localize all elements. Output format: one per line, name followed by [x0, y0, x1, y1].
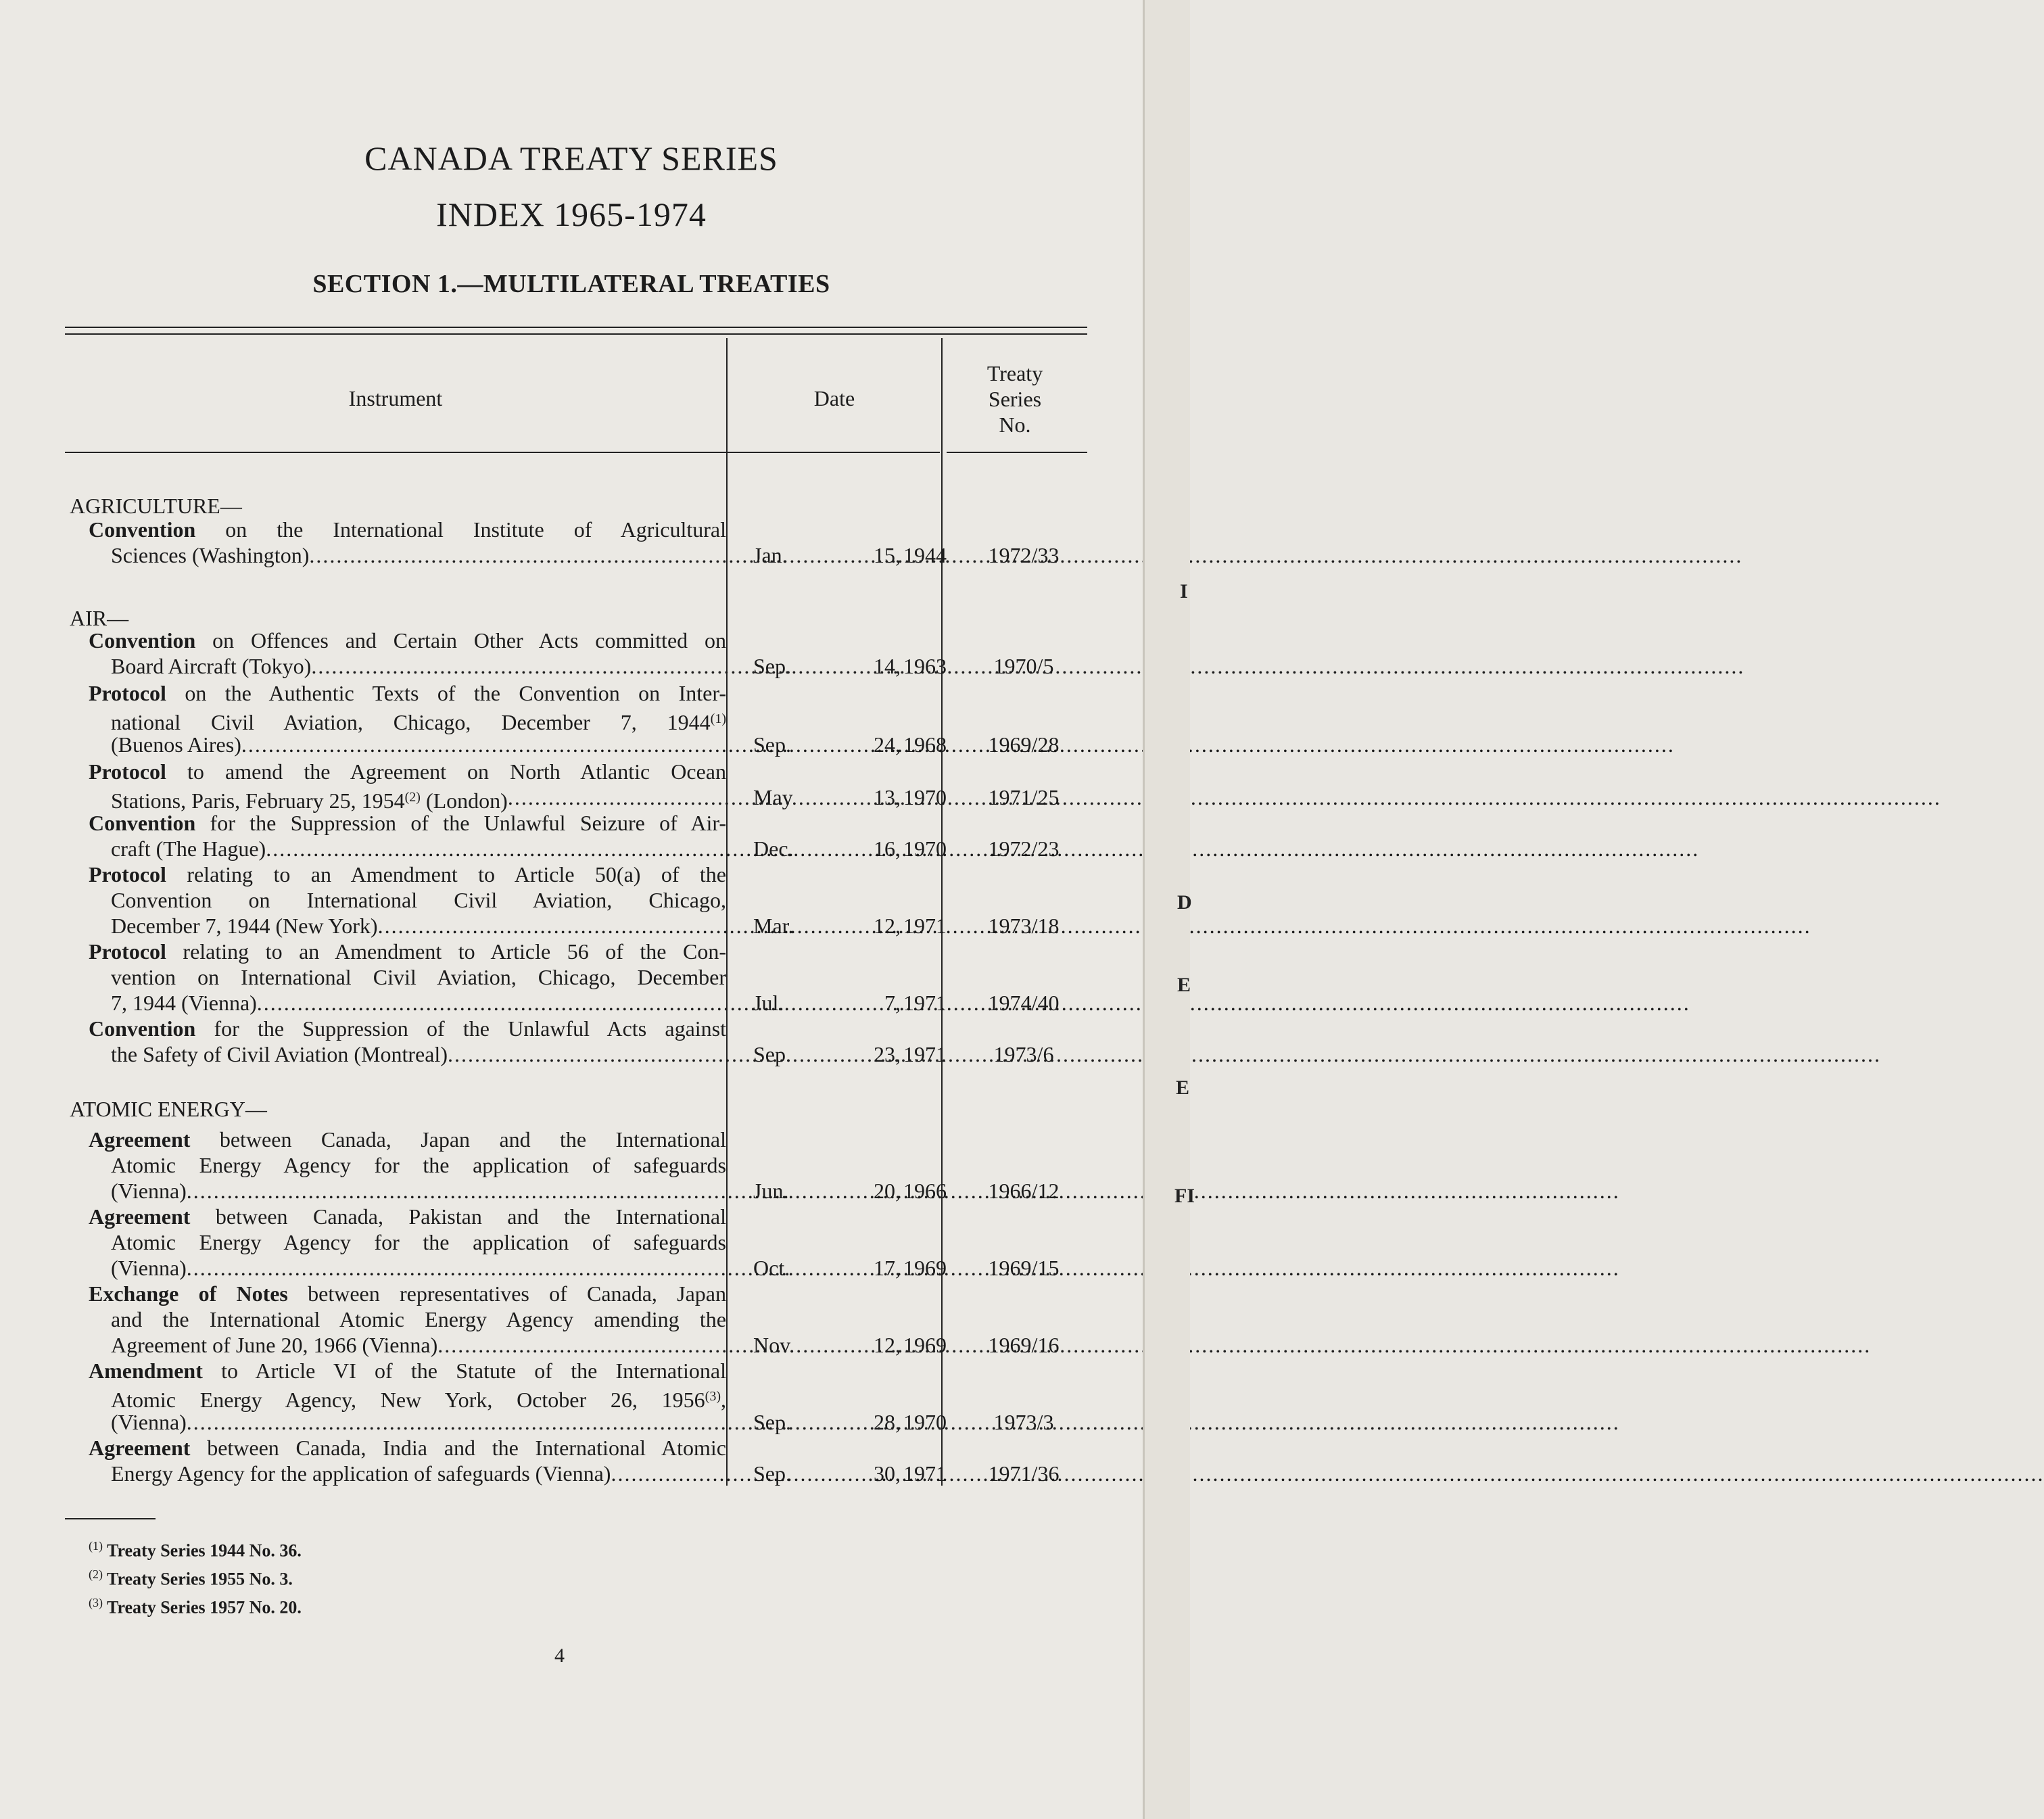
entry-line	[89, 1332, 726, 1358]
date-year: 1966	[903, 1179, 947, 1203]
entry-text: (Vienna)	[111, 1410, 187, 1434]
entry-keyword: Protocol	[89, 862, 166, 887]
column-header-date: Date	[813, 386, 855, 410]
footnote	[89, 1539, 302, 1561]
treaty-entry	[89, 517, 726, 568]
treaty-entry	[89, 939, 726, 1016]
treaty-entry	[89, 1204, 726, 1281]
date-year: 1971	[903, 914, 947, 938]
adjacent-page-edge	[1143, 0, 1195, 1819]
entry-line	[89, 1281, 726, 1306]
entry-keyword: Convention	[89, 811, 196, 835]
category-atomic-energy: ATOMIC ENERGY—	[70, 1097, 267, 1121]
treaty-entry	[89, 628, 726, 679]
date-day: 13,	[874, 785, 901, 809]
column-header-instrument: Instrument	[348, 386, 443, 410]
leader-dots	[241, 732, 1675, 757]
treaty-series-number: 1972/33	[988, 543, 1060, 567]
entry-line	[89, 810, 726, 836]
document-title: CANADA TREATY SERIES	[364, 139, 778, 177]
header-bottom-rule-ts	[947, 452, 1087, 453]
date-day: 23,	[874, 1042, 901, 1066]
date-day: 17,	[874, 1256, 901, 1280]
category-air: AIR—	[70, 606, 129, 630]
leader-dots	[257, 990, 1690, 1016]
date-day: 30,	[874, 1461, 901, 1486]
treaty-series-number: 1969/28	[988, 732, 1060, 757]
treaty-series-number: 1969/15	[988, 1256, 1060, 1280]
entry-text: for the Suppression of the Unlawful Seizure of Air-	[195, 811, 726, 835]
date-month: Sep.	[753, 654, 791, 678]
date-day: 12,	[874, 1333, 901, 1357]
entry-text: Board Aircraft (Tokyo)	[111, 654, 312, 678]
treaty-entry	[89, 680, 726, 757]
treaty-entry	[89, 1281, 726, 1358]
ts-header-line-2: Series	[988, 387, 1042, 411]
leader-dots	[378, 913, 1811, 939]
date-month: Mar.	[753, 914, 794, 938]
treaty-entry	[89, 1358, 726, 1435]
entry-text: vention on International Civil Aviation, Chicago, December	[111, 965, 726, 989]
entry-line	[89, 759, 726, 784]
date-day: 20,	[874, 1179, 901, 1203]
date-day: 15,	[874, 543, 901, 567]
entry-text: ,	[721, 1388, 726, 1412]
entry-line	[89, 1127, 726, 1152]
date-month: Jul.	[753, 991, 784, 1015]
date-year: 1971	[903, 1042, 947, 1066]
entry-text: on Offences and Certain Other Acts committed on	[195, 628, 726, 653]
date-month: Jan.	[753, 543, 788, 567]
entry-line	[89, 836, 726, 861]
treaty-series-number: 1972/23	[988, 836, 1060, 861]
date-month: May	[753, 785, 793, 809]
entry-text: national Civil Aviation, Chicago, December 7, 1944$^{(1)}$	[111, 710, 726, 734]
entry-text: craft (The Hague)	[111, 836, 266, 861]
entry-text: (London)	[420, 788, 508, 813]
date-year: 1970	[903, 1410, 947, 1434]
entry-line	[89, 1041, 726, 1067]
entry-line	[89, 1306, 726, 1332]
header-bottom-rule-date	[728, 452, 940, 453]
entry-keyword: Protocol	[89, 759, 166, 784]
entry-text: between representatives of Canada, Japan	[287, 1281, 727, 1306]
entry-keyword: Agreement	[89, 1127, 191, 1152]
bleed-letter: I	[1180, 580, 1188, 603]
treaty-series-number: 1973/3	[993, 1410, 1054, 1434]
treaty-series-number: 1969/16	[988, 1333, 1060, 1357]
entry-line	[89, 680, 726, 706]
treaty-entry	[89, 810, 726, 861]
entry-text: to amend the Agreement on North Atlantic Ocean	[166, 759, 726, 784]
date-day: 28,	[874, 1410, 901, 1434]
entry-keyword: Convention	[89, 1016, 196, 1041]
section-heading: SECTION 1.—MULTILATERAL TREATIES	[312, 270, 830, 298]
entry-text: Stations, Paris, February 25, 1954$^{(2)}$ (London)	[111, 788, 508, 813]
date-month: Oct.	[753, 1256, 790, 1280]
footnote-reference: (3)	[705, 1389, 721, 1404]
date-month: Dec.	[753, 836, 794, 861]
entry-text: between Canada, Pakistan and the International	[190, 1204, 726, 1229]
entry-line	[89, 1435, 726, 1461]
column-rule-date	[941, 338, 943, 1486]
treaty-entry	[89, 759, 726, 813]
date-year: 1970	[903, 836, 947, 861]
date-year: 1968	[903, 732, 947, 757]
entry-line	[89, 706, 726, 732]
entry-text: on the Authentic Texts of the Convention on Inter-	[166, 681, 726, 705]
footnote-reference: (1)	[710, 711, 726, 726]
entry-line	[89, 1016, 726, 1041]
entry-line	[89, 1358, 726, 1384]
entry-text: (Vienna)	[111, 1256, 187, 1280]
leader-dots	[508, 784, 1941, 813]
entry-keyword: Amendment	[89, 1359, 203, 1383]
entry-line	[89, 990, 726, 1016]
date-year: 1971	[903, 991, 947, 1015]
bleed-letter: D	[1177, 891, 1192, 914]
footnote-text: Treaty Series 1944 No. 36.	[103, 1540, 302, 1561]
entry-line	[89, 1409, 726, 1435]
entry-keyword: Agreement	[89, 1436, 191, 1460]
date-month: Sep.	[753, 732, 791, 757]
treaty-series-number: 1973/6	[993, 1042, 1054, 1066]
footnote-mark: (2)	[89, 1567, 103, 1581]
footnote-text: Treaty Series 1955 No. 3.	[103, 1569, 293, 1589]
table-top-rule	[65, 327, 1087, 328]
entry-line	[89, 1204, 726, 1229]
date-day: 12,	[874, 914, 901, 938]
date-year: 1944	[903, 543, 947, 567]
treaty-series-number: 1973/18	[988, 914, 1060, 938]
bleed-letter: E	[1177, 974, 1191, 996]
column-rule-instrument	[726, 338, 728, 1486]
entry-line	[89, 913, 726, 939]
entry-text: and the International Atomic Energy Agency amending the	[111, 1307, 726, 1331]
treaty-entry	[89, 1127, 726, 1204]
column-header-treaty-series	[943, 360, 1087, 438]
entry-text: Atomic Energy Agency for the application of safeguards	[111, 1230, 726, 1254]
entry-text: Convention on International Civil Aviation, Chicago,	[111, 888, 726, 912]
entry-text: to Article VI of the Statute of the International	[202, 1359, 726, 1383]
entry-keyword: Agreement	[89, 1204, 191, 1229]
footnote-separator	[65, 1518, 156, 1519]
date-month: Sep.	[753, 1410, 791, 1434]
bleed-letter: FI	[1174, 1185, 1195, 1207]
document-subtitle: INDEX 1965-1974	[436, 195, 707, 233]
entry-line	[89, 628, 726, 653]
entry-keyword: Protocol	[89, 681, 166, 705]
entry-line	[89, 653, 726, 679]
entry-line	[89, 1229, 726, 1255]
entry-line	[89, 517, 726, 542]
entry-text: between Canada, India and the International Atomic	[190, 1436, 726, 1460]
date-month: Jun.	[753, 1179, 789, 1203]
entry-line	[89, 784, 726, 813]
entry-text: December 7, 1944 (New York)	[111, 914, 378, 938]
entry-keyword: Exchange of Notes	[89, 1281, 288, 1306]
entry-line	[89, 732, 726, 757]
footnote-mark: (1)	[89, 1539, 103, 1553]
entry-line	[89, 939, 726, 964]
date-month: Sep.	[753, 1042, 791, 1066]
entry-line	[89, 1178, 726, 1204]
date-month: Nov.	[753, 1333, 795, 1357]
entry-text: 7, 1944 (Vienna)	[111, 991, 257, 1015]
entry-text: (Buenos Aires)	[111, 732, 241, 757]
entry-text: Atomic Energy Agency for the application of safeguards	[111, 1153, 726, 1177]
entry-line	[89, 861, 726, 887]
category-agriculture: AGRICULTURE—	[70, 494, 242, 518]
ts-header-line-3: No.	[999, 412, 1031, 437]
date-year: 1970	[903, 785, 947, 809]
entry-text: relating to an Amendment to Article 56 of the Con-	[166, 939, 726, 964]
entry-line	[89, 964, 726, 990]
entry-text: relating to an Amendment to Article 50(a) of the	[166, 862, 726, 887]
entry-text: on the International Institute of Agricultural	[195, 517, 726, 542]
date-day: 24,	[874, 732, 901, 757]
date-year: 1971	[903, 1461, 947, 1486]
entry-line	[89, 1255, 726, 1281]
treaty-entry	[89, 861, 726, 939]
footnote-reference: (2)	[404, 790, 421, 805]
header-bottom-rule	[65, 452, 726, 453]
entry-line	[89, 1384, 726, 1412]
treaty-entry	[89, 1435, 726, 1486]
bleed-letter: E	[1176, 1077, 1190, 1099]
date-year: 1963	[903, 654, 947, 678]
entry-text: Agreement of June 20, 1966 (Vienna)	[111, 1333, 438, 1357]
treaty-series-number: 1970/5	[993, 654, 1054, 678]
footnote-text: Treaty Series 1957 No. 20.	[103, 1597, 302, 1617]
entry-keyword: Protocol	[89, 939, 166, 964]
table-top-rule-2	[65, 333, 1087, 335]
entry-text: for the Suppression of the Unlawful Acts against	[195, 1016, 726, 1041]
entry-line	[89, 542, 726, 568]
entry-text: Sciences (Washington)	[111, 543, 310, 567]
date-day: 7,	[884, 991, 901, 1015]
entry-text: the Safety of Civil Aviation (Montreal)	[111, 1042, 448, 1066]
entry-keyword: Convention	[89, 517, 196, 542]
treaty-series-number: 1971/25	[988, 785, 1060, 809]
ts-header-line-1: Treaty	[987, 361, 1043, 385]
treaty-series-number: 1971/36	[988, 1461, 1060, 1486]
entry-text: Energy Agency for the application of safeguards (Vienna)	[111, 1461, 611, 1486]
entry-line	[89, 1152, 726, 1178]
entry-keyword: Convention	[89, 628, 196, 653]
entry-line	[89, 1461, 726, 1486]
entry-line	[89, 887, 726, 913]
footnote-mark: (3)	[89, 1596, 103, 1609]
page-number: 4	[554, 1645, 565, 1667]
leader-dots	[611, 1461, 2044, 1486]
footnote	[89, 1567, 293, 1590]
treaty-series-number: 1966/12	[988, 1179, 1060, 1203]
entry-text: (Vienna)	[111, 1179, 187, 1203]
date-year: 1969	[903, 1256, 947, 1280]
date-day: 14,	[874, 654, 901, 678]
entry-text: Atomic Energy Agency, New York, October 26, 1956$^{(3)}$,	[111, 1388, 726, 1412]
treaty-entry	[89, 1016, 726, 1067]
entry-text: between Canada, Japan and the International	[190, 1127, 726, 1152]
date-year: 1969	[903, 1333, 947, 1357]
treaty-series-number: 1974/40	[988, 991, 1060, 1015]
footnote	[89, 1596, 302, 1618]
date-month: Sep.	[753, 1461, 791, 1486]
date-day: 16,	[874, 836, 901, 861]
